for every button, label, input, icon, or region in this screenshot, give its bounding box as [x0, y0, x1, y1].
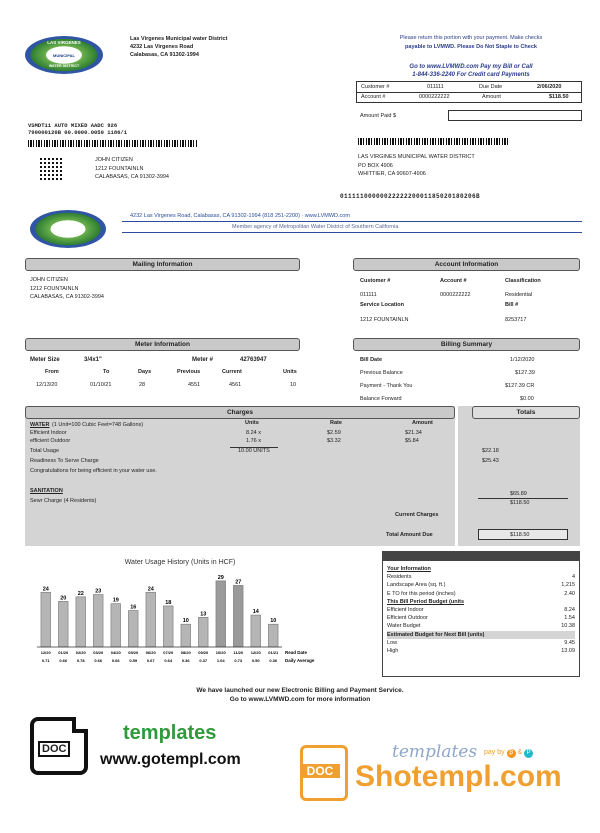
read-date-tick: 02/20	[75, 650, 86, 655]
acct-customer-label: Customer #	[360, 278, 391, 284]
stub-due-date-label: Due Date	[479, 84, 503, 90]
usage-bar	[41, 592, 51, 647]
congrats-text: Congratulations for being efficient in your water use.	[30, 468, 157, 474]
usage-bar	[76, 597, 86, 647]
sewer-label: Sewr Charge (4 Residents)	[30, 498, 97, 504]
band-address: 4232 Las Virgenes Road, Calabasas, CA 91302-1994 (818 251-2200) · www.LVMWD.com	[130, 213, 350, 219]
bar-value-label: 23	[95, 588, 102, 595]
site-left: www.gotempl.com	[100, 751, 241, 768]
district-name: Las Virgenes Municipal water District	[130, 36, 228, 42]
mailing-header: Mailing Information	[25, 258, 300, 271]
read-date-tick: 07/20	[163, 650, 174, 655]
acct-classification-label: Classification	[505, 278, 541, 284]
daily-average-tick: 0.50	[251, 658, 260, 663]
daily-average-tick: 0.36	[181, 658, 190, 663]
bar-value-label: 10	[270, 618, 277, 625]
mail-code-2: 790000120B 00.0000.0050 1186/1	[28, 129, 128, 136]
pay-by-label: pay by	[484, 749, 505, 756]
usage-bar	[128, 611, 138, 648]
bar-value-label: 19	[112, 597, 119, 604]
read-date-tick: 12/20	[40, 650, 51, 655]
etof-row	[387, 590, 575, 598]
account-header: Account Information	[353, 258, 580, 271]
usage-bar	[268, 624, 278, 647]
charges-col-amount: Amount	[412, 420, 433, 426]
meter-number-value: 42763947	[240, 357, 267, 363]
your-info-title: Your Information	[387, 566, 431, 572]
daily-average-tick: 1.04	[216, 658, 225, 663]
orange-doc-label: DOC	[300, 764, 340, 778]
total-usage-label: Total Usage	[30, 448, 60, 454]
meter-col-current: Current	[222, 369, 242, 375]
bar-value-label: 20	[60, 595, 67, 602]
read-date-label: Read Date	[285, 650, 308, 655]
usage-bar	[58, 601, 68, 647]
usage-chart-svg	[25, 552, 335, 672]
daily-average-tick: 0.64	[164, 658, 173, 663]
high-value: 13.09	[561, 648, 575, 655]
water-budget-row	[387, 622, 575, 630]
daily-average-tick: 0.73	[234, 658, 243, 663]
meter-previous: 4551	[188, 382, 201, 388]
mail-barcode-right	[358, 138, 508, 145]
remit-box: PO BOX 4906	[358, 162, 393, 169]
read-date-tick: 10/20	[215, 650, 226, 655]
mailing-street: 1212 FOUNTAINLN	[30, 285, 79, 292]
residents-label: Residents	[387, 574, 412, 581]
outdoor-label: efficient Outdoor	[30, 438, 71, 444]
residents-row	[387, 573, 575, 581]
total-due-label: Total Amount Due	[386, 532, 433, 538]
daily-average-tick: 0.37	[199, 658, 208, 663]
doc-icon-fold	[72, 717, 88, 733]
chart-title: Water Usage History (Units in HCF)	[124, 559, 236, 566]
budget-title: This Bill Period Budget (units	[387, 598, 464, 605]
stub-divider	[357, 92, 581, 93]
low-label: Low	[387, 639, 398, 646]
water-budget-value: 10.38	[561, 623, 575, 630]
acct-classification-value: Residential	[505, 292, 533, 298]
footer-notice-2: Go to www.LVMWD.com for more information	[229, 696, 371, 703]
logo-line-1: LAS VIRGENES	[47, 40, 81, 45]
pay-info	[360, 63, 582, 79]
stub-customer-name: JOHN CITIZEN	[95, 157, 133, 163]
p-coin-icon: P	[524, 749, 533, 758]
mailing-address	[30, 276, 104, 302]
pay-line-1: Go to www.LVMWD.com Pay my Bill or Call	[409, 64, 533, 70]
footer-notice	[0, 686, 600, 704]
stub-amount-value: $118.50	[549, 94, 569, 100]
daily-average-tick: 0.66	[111, 658, 120, 663]
outdoor-rate: $3.32	[327, 438, 341, 444]
bar-value-label: 24	[147, 586, 154, 593]
sanitation-label: SANITATION	[30, 488, 63, 494]
acct-service-label: Service Location	[360, 302, 405, 308]
usage-bar	[181, 624, 191, 647]
mail-barcode-left	[28, 140, 198, 147]
footer-notice-1: We have launched our new Electronic Billing and Payment Service.	[196, 687, 404, 694]
indoor-amount: $21.34	[405, 430, 422, 436]
and-symbol: &	[517, 749, 523, 756]
read-date-tick: 04/20	[110, 650, 121, 655]
residents-value: 4	[571, 574, 575, 581]
bar-value-label: 22	[77, 590, 84, 597]
logo-text-2	[36, 53, 92, 58]
payment-stub-box	[356, 81, 582, 103]
bar-value-label: 16	[130, 604, 137, 611]
bar-value-label: 18	[165, 599, 172, 606]
total-due-value: $118.50	[510, 532, 530, 538]
eff-indoor-value: 8.24	[564, 607, 575, 614]
charges-col-rate: Rate	[330, 420, 342, 426]
outdoor-units: 1.76 x	[246, 438, 261, 444]
stub-customer-value: 011111	[427, 84, 444, 90]
meter-to: 01/10/21	[90, 382, 112, 388]
stub-customer-street: 1212 FOUNTAINLN	[95, 165, 144, 172]
daily-average-tick: 0.36	[269, 658, 278, 663]
logo-text	[36, 40, 92, 45]
eff-outdoor-label: Efficient Outdoor	[387, 615, 428, 622]
qr-code	[40, 158, 64, 180]
usage-bar	[111, 604, 121, 647]
stub-customer-label: Customer #	[361, 84, 390, 90]
your-info-content	[387, 565, 575, 655]
daily-average-tick: 0.66	[59, 658, 68, 663]
pay-line-2: 1-844-336-2240 For Credit card Payments	[412, 72, 530, 78]
remit-city: WHITTIER, CA 90607-4906	[358, 171, 426, 177]
etof-value: 2.40	[564, 590, 575, 597]
usage-bar	[216, 581, 226, 647]
high-row	[387, 647, 575, 655]
meter-size-value: 3/4x1"	[84, 357, 102, 363]
read-date-tick: 03/20	[93, 650, 104, 655]
read-date-tick: 05/20	[128, 650, 139, 655]
scan-line: 0111110000002222220001185020180206B	[340, 193, 481, 200]
total-usage-total: $22.18	[482, 448, 499, 454]
water-label: WATER	[30, 422, 50, 428]
outdoor-amount: $5.84	[405, 438, 419, 444]
daily-average-tick: 0.78	[76, 658, 85, 663]
acct-bill-value: 8253717	[505, 317, 527, 323]
amount-paid-input[interactable]	[448, 110, 582, 121]
usage-bar	[163, 606, 173, 647]
eff-indoor-row	[387, 606, 575, 614]
indoor-rate: $2.59	[327, 430, 341, 436]
templates-script: templates	[392, 742, 478, 762]
return-note-2: payable to LVMWD. Please Do Not Staple to Check	[405, 43, 537, 50]
usage-bar	[146, 592, 156, 647]
totals-panel	[458, 406, 580, 546]
pay-by	[484, 749, 533, 758]
read-date-tick: 01/20	[58, 650, 69, 655]
landscape-row	[387, 581, 575, 589]
low-value: 9.45	[564, 639, 575, 646]
charges-header: Charges	[25, 406, 455, 419]
stub-amount-label: Amount	[482, 94, 501, 100]
your-info-topbar	[382, 551, 580, 561]
mail-code-1: VSMDT11 AUTO MIXED AADC 926	[28, 122, 118, 129]
acct-bill-label: Bill #	[505, 302, 519, 308]
bar-value-label: 24	[42, 586, 49, 593]
balance-forward-value: $0.00	[520, 396, 534, 402]
etof-label: E TO for this period (inches)	[387, 590, 456, 597]
bill-date-label: Bill Date	[360, 357, 383, 363]
readiness-total: $25.43	[482, 458, 499, 464]
read-date-tick: 11/20	[233, 650, 244, 655]
band-top-rule	[122, 221, 582, 222]
daily-average-tick: 0.59	[129, 658, 138, 663]
meter-units: 10	[290, 382, 297, 388]
district-address-1: 4232 Las Virgenes Road	[130, 44, 194, 50]
high-label: High	[387, 648, 399, 655]
meter-col-units: Units	[283, 369, 297, 375]
remit-address	[358, 153, 475, 179]
previous-balance-value: $127.39	[515, 370, 535, 376]
current-charges-rule	[478, 498, 568, 499]
daily-average-tick: 0.66	[94, 658, 103, 663]
acct-account-label: Account #	[440, 278, 467, 284]
read-date-tick: 08/20	[180, 650, 191, 655]
charges-col-units: Units	[245, 420, 259, 426]
acct-service-value: 1212 FOUNTAINLN	[360, 317, 409, 323]
bitcoin-icon: ₿	[507, 749, 516, 758]
doc-icon-label: DOC	[38, 741, 70, 757]
stub-account-value: 0000222222	[419, 94, 450, 100]
meter-from: 12/13/20	[36, 382, 58, 388]
bill-date-value: 1/12/2020	[510, 357, 535, 363]
orange-doc-icon	[300, 745, 348, 801]
meter-current: 4561	[229, 382, 242, 388]
readiness-label: Readiness To Serve Charge	[30, 458, 99, 464]
mailing-city: CALABASAS, CA 91302-3994	[30, 294, 104, 300]
district-info	[130, 35, 227, 59]
eff-outdoor-value: 1.54	[564, 615, 575, 622]
amount-paid-label: Amount Paid $	[360, 113, 397, 119]
templates-word: templates	[123, 722, 217, 744]
daily-average-tick: 0.71	[41, 658, 50, 663]
water-budget-label: Water Budget	[387, 623, 421, 630]
acct-customer-value: 011111	[360, 292, 377, 298]
bar-value-label: 10	[182, 618, 189, 625]
water-desc: (1 Unit=100 Cubic Feet=748 Gallons)	[52, 422, 144, 428]
usage-bar	[93, 595, 103, 647]
current-charges-total: $118.50	[510, 500, 530, 506]
band-logo	[30, 210, 106, 248]
read-date-tick: 01/21	[268, 650, 279, 655]
bar-value-label: 29	[217, 574, 224, 581]
eff-indoor-label: Efficient Indoor	[387, 607, 424, 614]
meter-col-from: From	[45, 369, 59, 375]
meter-size-label: Meter Size	[30, 357, 60, 363]
logo-line-2: MUNICIPAL	[53, 53, 75, 58]
totals-header: Totals	[472, 406, 580, 419]
bar-value-label: 14	[252, 609, 259, 616]
meter-days: 28	[139, 382, 146, 388]
bar-value-label: 13	[200, 611, 207, 618]
doc-file-icon	[30, 717, 88, 775]
stub-customer-city: CALABASAS, CA 91302-3994	[95, 174, 169, 180]
billing-header: Billing Summary	[353, 338, 580, 351]
customer-address	[95, 156, 169, 182]
bar-value-label: 27	[235, 579, 242, 586]
indoor-units: 8.24 x	[246, 430, 261, 436]
return-note	[360, 34, 582, 51]
acct-account-value: 0000222222	[440, 292, 471, 298]
meter-number-label: Meter #	[192, 357, 214, 363]
usage-chart	[25, 552, 335, 672]
landscape-value: 1,215	[561, 582, 575, 589]
previous-balance-label: Previous Balance	[360, 370, 403, 376]
landscape-label: Landscape Area (sq. ft.)	[387, 582, 446, 589]
mailing-name: JOHN CITIZEN	[30, 277, 68, 283]
read-date-tick: 12/20	[250, 650, 261, 655]
band-member: Member agency of Metropolitan Water District of Southern California	[232, 224, 399, 230]
meter-col-days: Days	[138, 369, 152, 375]
low-row	[387, 639, 575, 647]
balance-forward-label: Balance Forward	[360, 396, 402, 402]
eff-outdoor-row	[387, 614, 575, 622]
meter-col-previous: Previous	[177, 369, 201, 375]
daily-average-label: Daily Average	[285, 658, 315, 663]
payment-value: $127.39 CR	[505, 383, 535, 389]
meter-header: Meter Information	[25, 338, 300, 351]
daily-average-tick: 0.67	[146, 658, 155, 663]
mail-codes	[28, 122, 127, 136]
return-note-1: Please return this portion with your payment. Make checks	[399, 35, 543, 41]
district-address-2: Calabasas, CA 91302-1994	[130, 52, 199, 58]
current-charges-label: Current Charges	[395, 512, 439, 518]
usage-bar	[198, 617, 208, 647]
read-date-tick: 09/20	[198, 650, 209, 655]
brand-name: Shotempl.com	[355, 760, 562, 793]
sewer-total: $65.89	[510, 491, 527, 497]
indoor-label: Efficient Indoor	[30, 430, 67, 436]
read-date-tick: 06/20	[145, 650, 156, 655]
usage-bar	[233, 585, 243, 647]
logo-line-3: WATER DISTRICT	[48, 64, 80, 68]
usage-bar	[251, 615, 261, 647]
stub-account-label: Account #	[361, 94, 386, 100]
meter-col-to: To	[103, 369, 110, 375]
stub-due-date-value: 2/06/2020	[537, 84, 562, 90]
band-bottom-rule	[122, 232, 582, 233]
remit-name: LAS VIRGINES MUNICIPAL WATER DISTRICT	[358, 154, 475, 160]
logo-text-3	[36, 64, 92, 68]
next-title: Estimated Budget for Next Bill (units)	[387, 631, 575, 639]
total-usage-units: 10.00 UNITS	[230, 447, 278, 454]
payment-label: Payment - Thank You	[360, 383, 413, 389]
